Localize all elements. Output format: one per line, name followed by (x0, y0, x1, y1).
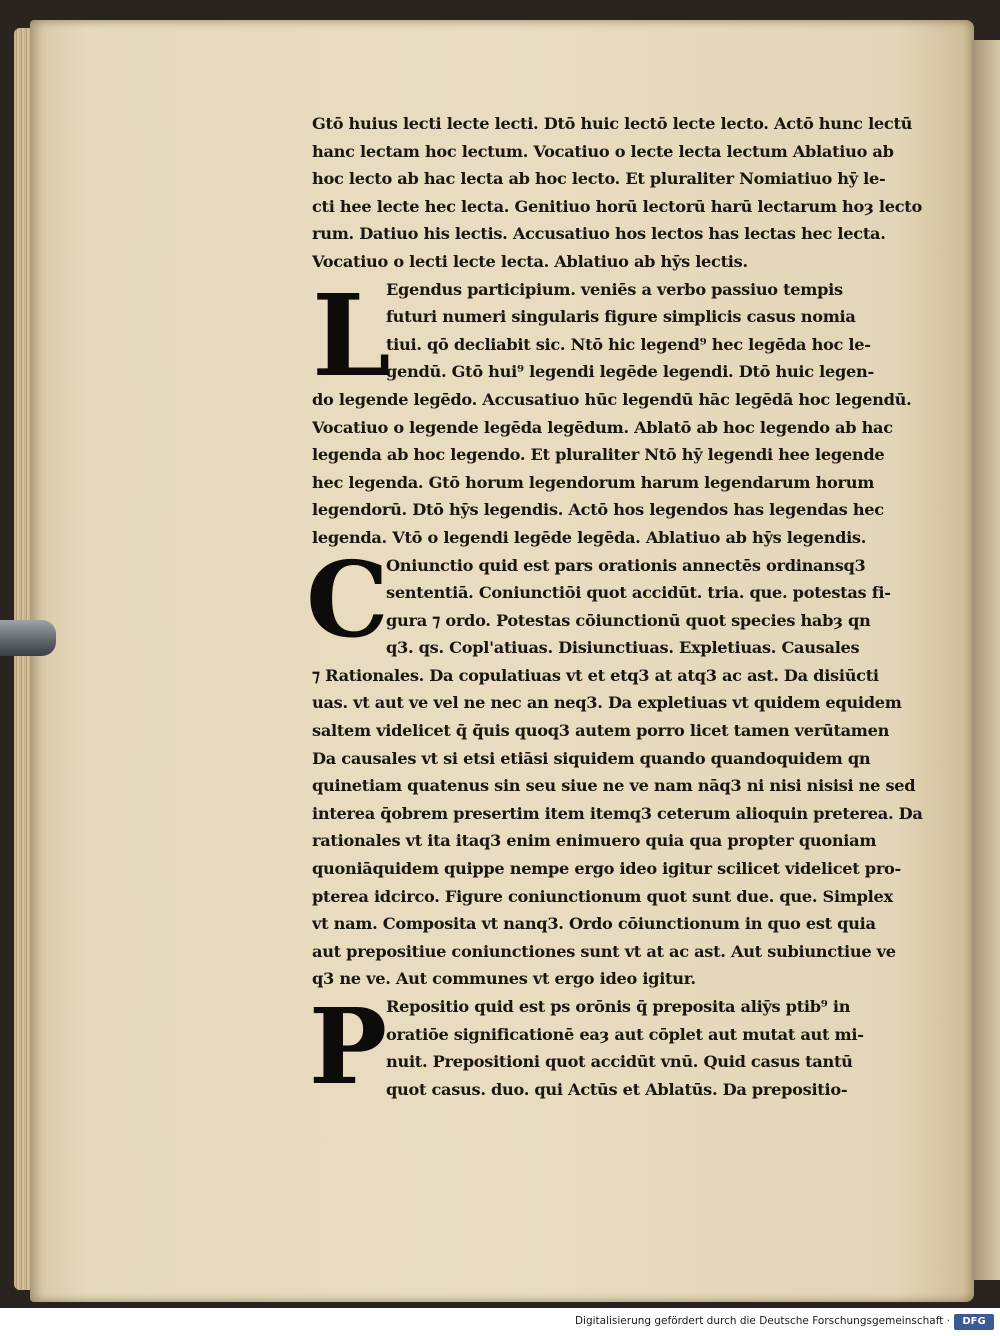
text-line: interea q̄obrem presertim item itemq3 ceterum alioquin preterea. Da (312, 803, 923, 823)
text-line: rum. Datiuo his lectis. Accusatiuo hos lectos has lectas hec lecta. (312, 224, 886, 244)
text-line: ⁊ Rationales. Da copulatiuas vt et etq3 at atq3 ac ast. Da disiūcti (312, 665, 879, 685)
funding-notice: Digitalisierung gefördert durch die Deutsche Forschungsgemeinschaft · (574, 1315, 950, 1327)
text-line: sententiā. Coniunctiōi quot accidūt. tria. que. potestas fi- (386, 583, 891, 603)
text-line: vt nam. Composita vt nanq3. Ordo cōiunctionum in quo est quia (312, 914, 876, 934)
text-line: oratiōe significationē eaȝ aut cōplet aut mutat aut mi- (386, 1024, 864, 1044)
drop-cap-p: P (308, 985, 388, 1108)
text-block (306, 110, 936, 1108)
text-line: rationales vt ita itaq3 enim enimuero quia qua propter quoniam (312, 831, 877, 851)
text-line: hanc lectam hoc lectum. Vocatiuo o lecte lecta lectum Ablatiuo ab (312, 141, 894, 161)
text-line: Vocatiuo o lecti lecte lecta. Ablatiuo ab hȳs lectis. (312, 251, 748, 271)
text-line: gura ⁊ ordo. Potestas cōiunctionū quot species habȝ qn (386, 610, 871, 630)
paragraph-legendus (312, 270, 936, 552)
footer-bar (0, 1308, 1000, 1336)
text-line: do legende legēdo. Accusatiuo hūc legendū hāc legēdā hoc legendū. (312, 389, 912, 409)
text-line: hec legenda. Gtō horum legendorum harum legendarum horum (312, 472, 875, 492)
dfg-logo: DFG (954, 1314, 994, 1330)
paragraph-legendus-lines (312, 270, 936, 552)
text-line: futuri numeri singularis figure simplicis casus nomia (386, 307, 856, 327)
text-line: legenda. Vtō o legendi legēde legēda. Ablatiuo ab hȳs legendis. (312, 527, 867, 547)
text-line: Repositio quid est ps orōnis q̄ preposita aliȳs ptib⁹ in (386, 997, 851, 1016)
text-line: Da causales vt si etsi etiāsi siquidem quando quandoquidem qn (312, 748, 871, 768)
text-line: q3 ne ve. Aut communes vt ergo ideo igitur. (312, 969, 696, 989)
facing-page-edge (972, 40, 1000, 1280)
drop-cap-l: L (312, 270, 391, 402)
paragraph-prepositio-lines (312, 993, 936, 1103)
page-clip (0, 620, 56, 656)
paragraph-coniunctio-lines (312, 552, 936, 994)
text-line: gendū. Gtō hui⁹ legendi legēde legendi. Dtō huic legen- (386, 362, 874, 382)
text-line: quot casus. duo. qui Actūs et Ablatūs. Da prepositio- (386, 1079, 848, 1099)
text-line: pterea idcirco. Figure coniunctionum quot sunt due. que. Simplex (312, 886, 893, 906)
text-line: nuit. Prepositioni quot accidūt vnū. Quid casus tantū (386, 1052, 853, 1072)
text-line: saltem videlicet q̄ q̄uis quoq3 autem porro licet tamen verūtamen (312, 721, 890, 741)
text-line: Vocatiuo o legende legēda legēdum. Ablatō ab hoc legendo ab hac (312, 417, 893, 437)
paragraph-prepositio (308, 985, 936, 1108)
text-line: uas. vt aut ve vel ne nec an neq3. Da expletiuas vt quidem equidem (312, 693, 902, 713)
text-line: tiui. qō decliabit sic. Ntō hic legend⁹ hec legēda hoc le- (386, 334, 871, 354)
drop-cap-c: C (306, 537, 389, 661)
text-line: quoniāquidem quippe nempe ergo ideo igitur scilicet videlicet pro- (312, 859, 901, 879)
text-line: q3. qs. Copl'atiuas. Disiunctiuas. Expletiuas. Causales (386, 638, 860, 658)
text-line: hoc lecto ab hac lecta ab hoc lecto. Et pluraliter Nomiatiuo hȳ le- (312, 169, 886, 189)
paragraph-intro (312, 110, 936, 276)
text-line: cti hee lecte hec lecta. Genitiuo horū lectorū harū lectarum hoȝ lecto (312, 196, 922, 216)
text-line: Egendus participium. veniēs a verbo passiuo tempis (386, 279, 843, 299)
text-line: Oniunctio quid est pars orationis annectēs ordinansq3 (386, 555, 866, 575)
text-line: aut prepositiue coniunctiones sunt vt at ac ast. Aut subiunctiue ve (312, 941, 896, 961)
text-line: legendorū. Dtō hȳs legendis. Actō hos legendos has legendas hec (312, 500, 884, 520)
text-line: quinetiam quatenus sin seu siue ne ve nam nāq3 ni nisi nisisi ne sed (312, 776, 916, 796)
text-line: legenda ab hoc legendo. Et pluraliter Ntō hȳ legendi hee legende (312, 445, 885, 465)
text-line: Gtō huius lecti lecte lecti. Dtō huic lectō lecte lecto. Actō hunc lectū (312, 114, 913, 133)
